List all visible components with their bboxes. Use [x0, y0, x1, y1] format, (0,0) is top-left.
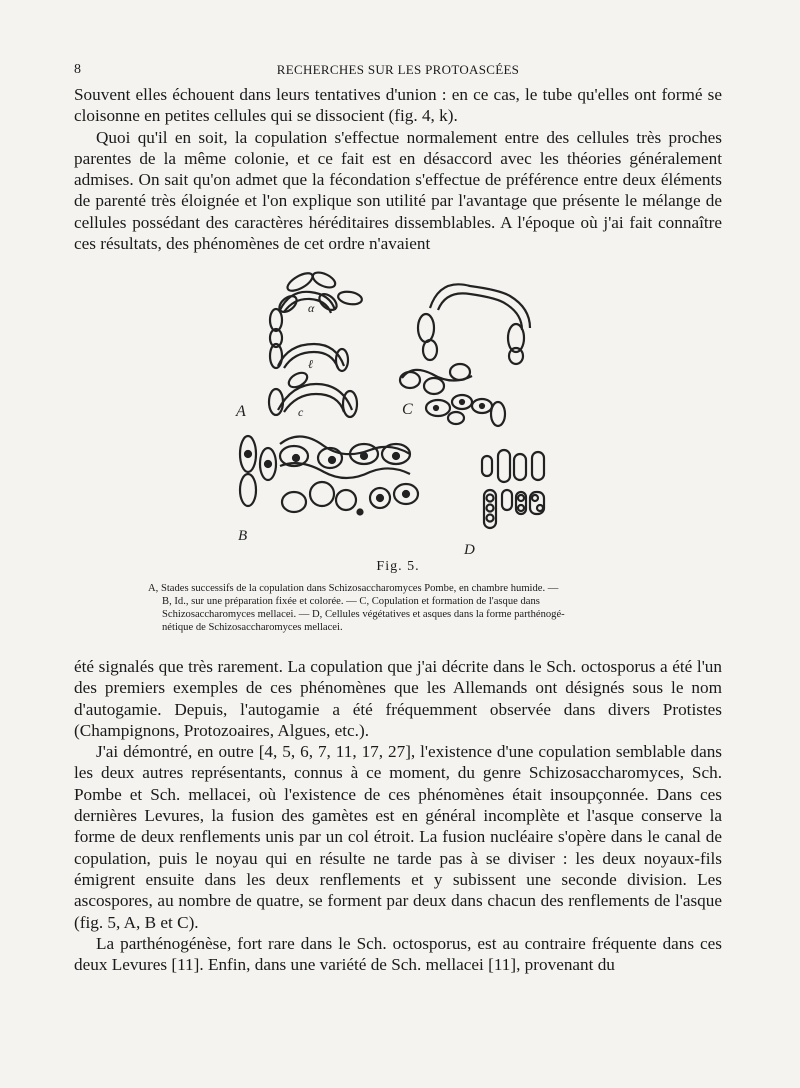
figure-label-b: ℓ — [308, 357, 313, 371]
figure-caption-title: Fig. 5. — [376, 559, 420, 574]
figure-group-c — [400, 284, 530, 426]
paragraph: Quoi qu'il en soit, la copulation s'effectue normalement entre des cellules très proches parentes de la même colonie, et ce fait est en désaccord avec les théories généralement admises. On sait qu'on admet que la fécondation s'effectue de préférence entre deux éléments de parenté très éloignée et l'on explique son utilité par l'avantage que présente le mélange de cellules possédant des caractères héréditaires dissemblables. A l'époque où j'ai fait connaître ces résultats, des phénomènes de cet ordre n'avaient — [74, 127, 722, 254]
running-header — [74, 62, 722, 82]
bottom-text-block — [74, 656, 722, 975]
paragraph-continued: été signalés que très rarement. La copulation que j'ai décrite dans le Sch. octosporus a été l'un des premiers exemples de ces phénomènes que les Allemands ont désignés sous le nom d'autogamie. Depuis, l'autogamie a été fréquemment observée dans divers Protistes (Champignons, Protozoaires, Algues, etc.). — [74, 657, 722, 740]
figure-group-a — [269, 269, 363, 417]
paragraph: J'ai démontré, en outre [4, 5, 6, 7, 11, 17, 27], l'existence d'une copulation semblable dans les deux autres représentants, connus à ce moment, du genre Schizosaccharomyces, Sch. Pombe et Sch. mellacei, où l'existence de ces phénomènes était insoupçonnée. Dans ces dernières Levures, la fusion des gamètes est en général incomplète et l'asque conserve la forme de deux renflements unis par un col étroit. La fusion nucléaire s'opère dans le canal de copulation, puis le noyau qui en résulte ne tarde pas à se diviser : les deux noyaux-fils émigrent ensuite dans les deux renflements et y subissent une seconde division. Les ascospores, au nombre de quatre, se forment par deux dans chacun des renflements de l'asque (fig. 5, A, B et C). — [74, 742, 722, 932]
figure-label-a: α — [308, 301, 315, 315]
top-text-block — [74, 84, 722, 254]
figure-label-A: A — [236, 403, 246, 420]
figure-caption — [148, 582, 670, 634]
caption-line: B, Id., sur une préparation fixée et colorée. — C, Copulation et formation de l'asque dans — [162, 596, 540, 607]
figure-group-b — [240, 436, 418, 515]
caption-line: Schizosaccharomyces mellacei. — D, Cellules végétatives et asques dans la forme parthénogé- — [162, 609, 565, 620]
figure-label-c: c — [298, 405, 304, 419]
running-title: RECHERCHES SUR LES PROTOASCÉES — [276, 62, 520, 77]
figure-5-illustration — [230, 268, 570, 558]
figure-label-C: C — [402, 401, 413, 418]
paragraph: La parthénogénèse, fort rare dans le Sch. octosporus, est au contraire fréquente dans ces deux Levures [11]. Enfin, dans une variété de Sch. mellacei [11], provenant du — [74, 933, 722, 975]
caption-line: A, Stades successifs de la copulation dans Schizosaccharomyces Pombe, en chambre humide. — — [148, 583, 559, 594]
figure-label-B: B — [238, 528, 248, 544]
page-number: 8 — [74, 62, 82, 77]
figure-label-D: D — [464, 542, 475, 558]
caption-line: nétique de Schizosaccharomyces mellacei. — [162, 622, 343, 633]
figure-group-d — [482, 450, 544, 528]
paragraph-continued: Souvent elles échouent dans leurs tentatives d'union : en ce cas, le tube qu'elles ont formé se cloisonne en petites cellules qui se dissocient (fig. 4, k). — [74, 85, 722, 126]
